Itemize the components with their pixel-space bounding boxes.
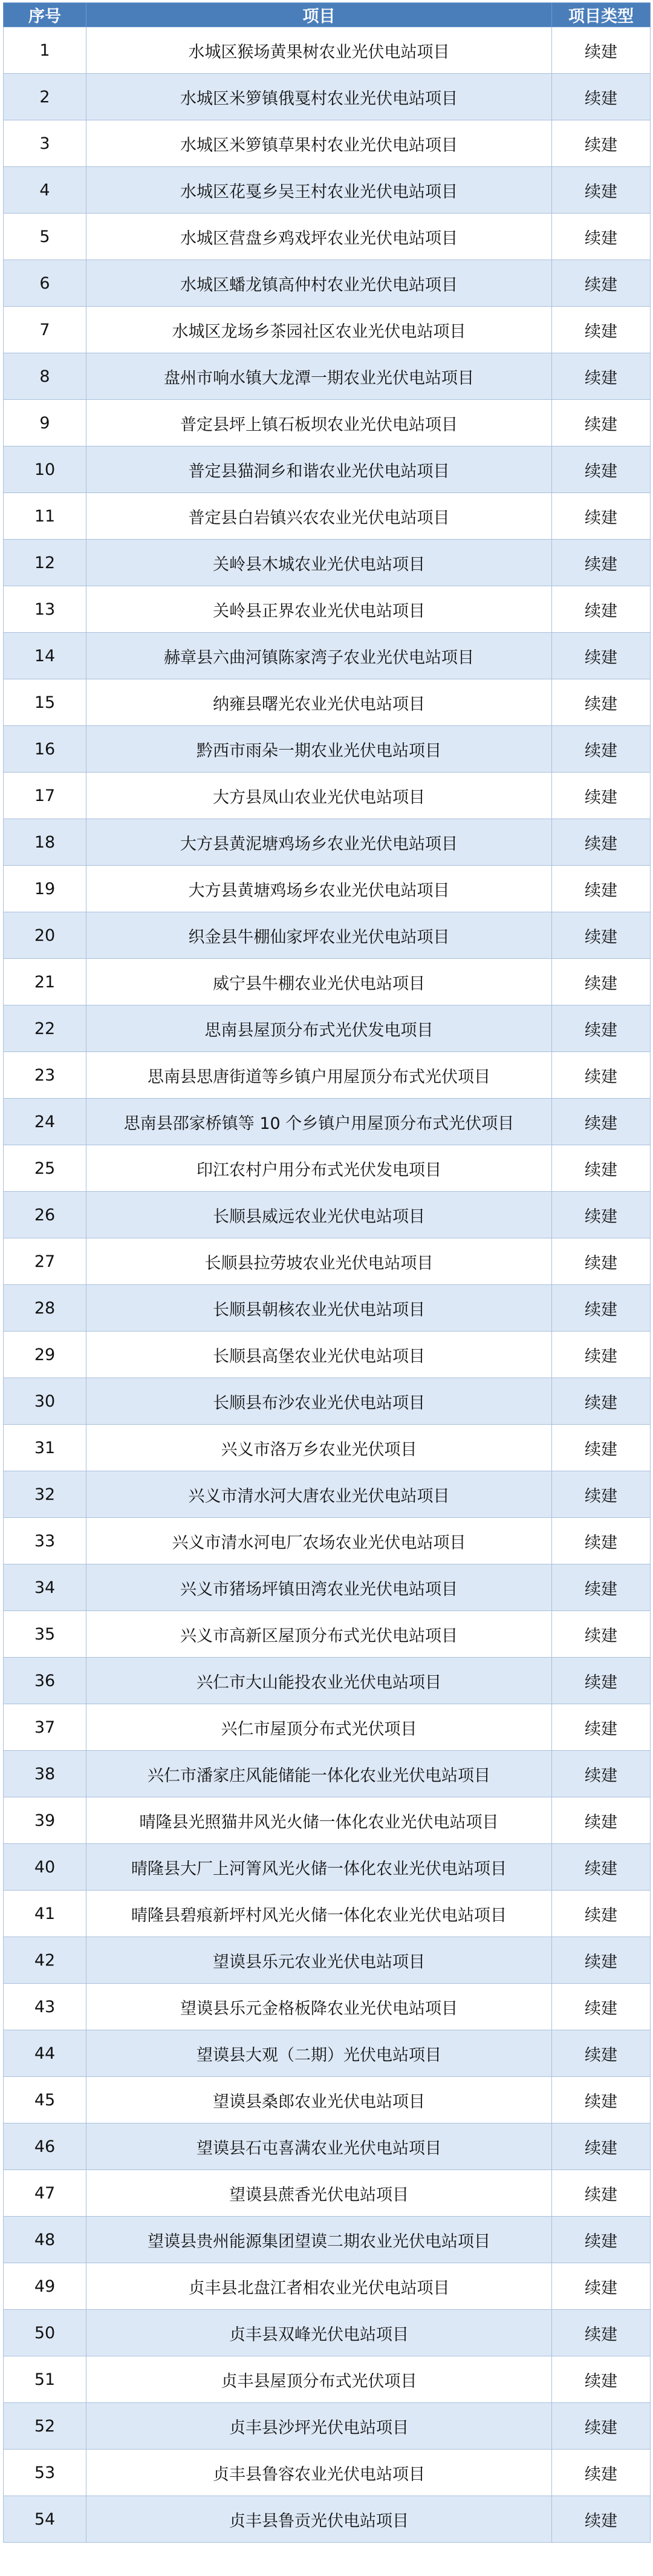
table-row: [4, 1751, 651, 1797]
row-index-cell: 28: [4, 1285, 86, 1332]
row-index-cell: 38: [4, 1751, 86, 1797]
row-index-cell: 3: [4, 120, 86, 167]
row-project-cell: 望谟县贵州能源集团望谟二期农业光伏电站项目: [86, 2217, 552, 2263]
row-type-cell: 续建: [552, 1285, 651, 1332]
row-type-cell: 续建: [552, 493, 651, 540]
row-project-cell: 水城区猴场黄果树农业光伏电站项目: [86, 27, 552, 74]
row-project-cell: 长顺县威远农业光伏电站项目: [86, 1192, 552, 1238]
table-row: [4, 912, 651, 959]
row-index-cell: 10: [4, 446, 86, 493]
row-project-cell: 织金县牛棚仙家坪农业光伏电站项目: [86, 912, 552, 959]
row-project-cell: 威宁县牛棚农业光伏电站项目: [86, 959, 552, 1005]
row-index-cell: 33: [4, 1518, 86, 1564]
row-type-cell: 续建: [552, 446, 651, 493]
row-type-cell: 续建: [552, 866, 651, 912]
table-row: [4, 214, 651, 260]
table-row: [4, 1332, 651, 1378]
row-type-cell: 续建: [552, 1844, 651, 1891]
row-type-cell: 续建: [552, 214, 651, 260]
row-project-cell: 赫章县六曲河镇陈家湾子农业光伏电站项目: [86, 633, 552, 679]
row-type-cell: 续建: [552, 2077, 651, 2123]
row-project-cell: 晴隆县大厂上河箐风光火储一体化农业光伏电站项目: [86, 1844, 552, 1891]
row-index-cell: 30: [4, 1378, 86, 1425]
row-type-cell: 续建: [552, 27, 651, 74]
row-type-cell: 续建: [552, 912, 651, 959]
row-type-cell: 续建: [552, 1471, 651, 1518]
row-index-cell: 1: [4, 27, 86, 74]
table-row: [4, 307, 651, 353]
table-row: [4, 1238, 651, 1285]
row-project-cell: 普定县白岩镇兴农农业光伏电站项目: [86, 493, 552, 540]
table-row: [4, 959, 651, 1005]
table-row: [4, 773, 651, 819]
row-type-cell: 续建: [552, 633, 651, 679]
row-type-cell: 续建: [552, 1937, 651, 1984]
row-index-cell: 36: [4, 1658, 86, 1704]
row-index-cell: 7: [4, 307, 86, 353]
row-index-cell: 26: [4, 1192, 86, 1238]
table-row: [4, 633, 651, 679]
row-type-cell: 续建: [552, 726, 651, 773]
project-table-container: [3, 2, 650, 2571]
table-row: [4, 2077, 651, 2123]
row-type-cell: 续建: [552, 2356, 651, 2403]
row-type-cell: 续建: [552, 1518, 651, 1564]
row-type-cell: 续建: [552, 1658, 651, 1704]
row-type-cell: 续建: [552, 1052, 651, 1099]
row-type-cell: 续建: [552, 1797, 651, 1844]
row-index-cell: 16: [4, 726, 86, 773]
row-type-cell: 续建: [552, 1378, 651, 1425]
row-project-cell: 兴义市高新区屋顶分布式光伏电站项目: [86, 1611, 552, 1658]
table-row: [4, 1099, 651, 1145]
table-row: [4, 446, 651, 493]
row-index-cell: 4: [4, 167, 86, 214]
row-index-cell: 24: [4, 1099, 86, 1145]
row-index-cell: 2: [4, 74, 86, 120]
table-body: [4, 27, 651, 2543]
row-index-cell: 47: [4, 2170, 86, 2217]
row-index-cell: 29: [4, 1332, 86, 1378]
row-project-cell: 贞丰县鲁贡光伏电站项目: [86, 2496, 552, 2543]
row-type-cell: 续建: [552, 1984, 651, 2030]
row-project-cell: 水城区花戛乡吴王村农业光伏电站项目: [86, 167, 552, 214]
row-index-cell: 34: [4, 1564, 86, 1611]
row-project-cell: 思南县思唐街道等乡镇户用屋顶分布式光伏项目: [86, 1052, 552, 1099]
row-project-cell: 大方县黄塘鸡场乡农业光伏电站项目: [86, 866, 552, 912]
row-type-cell: 续建: [552, 120, 651, 167]
row-index-cell: 35: [4, 1611, 86, 1658]
row-project-cell: 兴义市清水河大唐农业光伏电站项目: [86, 1471, 552, 1518]
row-project-cell: 普定县猫洞乡和谐农业光伏电站项目: [86, 446, 552, 493]
table-row: [4, 679, 651, 726]
row-index-cell: 25: [4, 1145, 86, 1192]
row-index-cell: 11: [4, 493, 86, 540]
row-index-cell: 21: [4, 959, 86, 1005]
row-index-cell: 6: [4, 260, 86, 307]
row-index-cell: 37: [4, 1704, 86, 1751]
table-row: [4, 540, 651, 586]
table-row: [4, 1564, 651, 1611]
row-project-cell: 望谟县桑郎农业光伏电站项目: [86, 2077, 552, 2123]
row-index-cell: 27: [4, 1238, 86, 1285]
row-project-cell: 长顺县朝核农业光伏电站项目: [86, 1285, 552, 1332]
table-row: [4, 2030, 651, 2077]
table-row: [4, 1471, 651, 1518]
row-type-cell: 续建: [552, 260, 651, 307]
row-project-cell: 贞丰县屋顶分布式光伏项目: [86, 2356, 552, 2403]
row-project-cell: 贞丰县北盘江者相农业光伏电站项目: [86, 2263, 552, 2310]
row-type-cell: 续建: [552, 2123, 651, 2170]
table-row: [4, 27, 651, 74]
row-index-cell: 48: [4, 2217, 86, 2263]
row-index-cell: 31: [4, 1425, 86, 1471]
row-index-cell: 19: [4, 866, 86, 912]
row-index-cell: 20: [4, 912, 86, 959]
row-type-cell: 续建: [552, 1564, 651, 1611]
row-type-cell: 续建: [552, 679, 651, 726]
row-type-cell: 续建: [552, 2450, 651, 2496]
row-type-cell: 续建: [552, 167, 651, 214]
row-index-cell: 51: [4, 2356, 86, 2403]
row-project-cell: 兴义市猪场坪镇田湾农业光伏电站项目: [86, 1564, 552, 1611]
row-index-cell: 12: [4, 540, 86, 586]
table-row: [4, 819, 651, 866]
table-row: [4, 120, 651, 167]
row-project-cell: 水城区米箩镇草果村农业光伏电站项目: [86, 120, 552, 167]
table-row: [4, 1052, 651, 1099]
row-type-cell: 续建: [552, 819, 651, 866]
table-row: [4, 2123, 651, 2170]
row-project-cell: 长顺县拉劳坡农业光伏电站项目: [86, 1238, 552, 1285]
table-row: [4, 1937, 651, 1984]
row-index-cell: 15: [4, 679, 86, 726]
row-project-cell: 水城区龙场乡茶园社区农业光伏电站项目: [86, 307, 552, 353]
row-index-cell: 18: [4, 819, 86, 866]
row-type-cell: 续建: [552, 1751, 651, 1797]
table-row: [4, 726, 651, 773]
row-index-cell: 53: [4, 2450, 86, 2496]
row-project-cell: 晴隆县光照猫井风光火储一体化农业光伏电站项目: [86, 1797, 552, 1844]
row-project-cell: 兴仁市屋顶分布式光伏项目: [86, 1704, 552, 1751]
row-project-cell: 长顺县高堡农业光伏电站项目: [86, 1332, 552, 1378]
row-project-cell: 长顺县布沙农业光伏电站项目: [86, 1378, 552, 1425]
row-index-cell: 13: [4, 586, 86, 633]
row-project-cell: 水城区米箩镇俄戛村农业光伏电站项目: [86, 74, 552, 120]
row-index-cell: 5: [4, 214, 86, 260]
row-type-cell: 续建: [552, 540, 651, 586]
table-row: [4, 2170, 651, 2217]
row-type-cell: 续建: [552, 1005, 651, 1052]
table-row: [4, 493, 651, 540]
row-type-cell: 续建: [552, 2403, 651, 2450]
row-project-cell: 兴义市洛万乡农业光伏项目: [86, 1425, 552, 1471]
row-project-cell: 盘州市响水镇大龙潭一期农业光伏电站项目: [86, 353, 552, 400]
table-row: [4, 2310, 651, 2356]
row-type-cell: 续建: [552, 773, 651, 819]
row-project-cell: 望谟县蔗香光伏电站项目: [86, 2170, 552, 2217]
row-project-cell: 贞丰县双峰光伏电站项目: [86, 2310, 552, 2356]
row-project-cell: 望谟县石屯喜满农业光伏电站项目: [86, 2123, 552, 2170]
table-row: [4, 1891, 651, 1937]
table-row: [4, 2356, 651, 2403]
row-project-cell: 望谟县乐元金格板降农业光伏电站项目: [86, 1984, 552, 2030]
row-project-cell: 思南县邵家桥镇等 10 个乡镇户用屋顶分布式光伏项目: [86, 1099, 552, 1145]
table-row: [4, 74, 651, 120]
row-type-cell: 续建: [552, 1611, 651, 1658]
row-project-cell: 关岭县木城农业光伏电站项目: [86, 540, 552, 586]
row-index-cell: 23: [4, 1052, 86, 1099]
row-type-cell: 续建: [552, 353, 651, 400]
row-type-cell: 续建: [552, 2496, 651, 2543]
header-project: 项目: [86, 3, 552, 27]
table-row: [4, 400, 651, 446]
row-index-cell: 39: [4, 1797, 86, 1844]
table-row: [4, 1192, 651, 1238]
row-type-cell: 续建: [552, 307, 651, 353]
row-index-cell: 43: [4, 1984, 86, 2030]
row-project-cell: 晴隆县碧痕新坪村风光火储一体化农业光伏电站项目: [86, 1891, 552, 1937]
table-row: [4, 1844, 651, 1891]
table-row: [4, 1797, 651, 1844]
table-row: [4, 260, 651, 307]
table-row: [4, 1425, 651, 1471]
row-index-cell: 54: [4, 2496, 86, 2543]
table-row: [4, 353, 651, 400]
header-type: 项目类型: [552, 3, 651, 27]
row-index-cell: 49: [4, 2263, 86, 2310]
table-row: [4, 1518, 651, 1564]
row-type-cell: 续建: [552, 1891, 651, 1937]
row-index-cell: 45: [4, 2077, 86, 2123]
row-type-cell: 续建: [552, 1332, 651, 1378]
row-project-cell: 思南县屋顶分布式光伏发电项目: [86, 1005, 552, 1052]
row-type-cell: 续建: [552, 1704, 651, 1751]
row-type-cell: 续建: [552, 2263, 651, 2310]
row-index-cell: 52: [4, 2403, 86, 2450]
table-row: [4, 1378, 651, 1425]
row-type-cell: 续建: [552, 1425, 651, 1471]
row-index-cell: 50: [4, 2310, 86, 2356]
project-table: [3, 2, 651, 2543]
table-header: [4, 3, 651, 27]
row-index-cell: 22: [4, 1005, 86, 1052]
row-type-cell: 续建: [552, 1192, 651, 1238]
row-project-cell: 望谟县乐元农业光伏电站项目: [86, 1937, 552, 1984]
table-row: [4, 1658, 651, 1704]
row-type-cell: 续建: [552, 2310, 651, 2356]
row-index-cell: 32: [4, 1471, 86, 1518]
table-row: [4, 866, 651, 912]
row-project-cell: 贞丰县沙坪光伏电站项目: [86, 2403, 552, 2450]
row-type-cell: 续建: [552, 959, 651, 1005]
row-project-cell: 兴仁市潘家庄风能储能一体化农业光伏电站项目: [86, 1751, 552, 1797]
table-row: [4, 586, 651, 633]
row-project-cell: 印江农村户用分布式光伏发电项目: [86, 1145, 552, 1192]
row-project-cell: 关岭县正界农业光伏电站项目: [86, 586, 552, 633]
row-index-cell: 8: [4, 353, 86, 400]
table-row: [4, 1145, 651, 1192]
row-project-cell: 望谟县大观（二期）光伏电站项目: [86, 2030, 552, 2077]
row-project-cell: 大方县黄泥塘鸡场乡农业光伏电站项目: [86, 819, 552, 866]
table-row: [4, 1704, 651, 1751]
table-row: [4, 167, 651, 214]
row-index-cell: 9: [4, 400, 86, 446]
row-type-cell: 续建: [552, 400, 651, 446]
row-index-cell: 42: [4, 1937, 86, 1984]
row-project-cell: 兴仁市大山能投农业光伏电站项目: [86, 1658, 552, 1704]
table-row: [4, 2450, 651, 2496]
row-index-cell: 17: [4, 773, 86, 819]
row-project-cell: 黔西市雨朵一期农业光伏电站项目: [86, 726, 552, 773]
row-index-cell: 14: [4, 633, 86, 679]
table-row: [4, 1285, 651, 1332]
row-type-cell: 续建: [552, 2170, 651, 2217]
table-row: [4, 2263, 651, 2310]
row-index-cell: 41: [4, 1891, 86, 1937]
row-index-cell: 46: [4, 2123, 86, 2170]
table-row: [4, 2217, 651, 2263]
row-project-cell: 水城区营盘乡鸡戏坪农业光伏电站项目: [86, 214, 552, 260]
row-type-cell: 续建: [552, 586, 651, 633]
table-row: [4, 1984, 651, 2030]
row-project-cell: 兴义市清水河电厂农场农业光伏电站项目: [86, 1518, 552, 1564]
row-project-cell: 大方县凤山农业光伏电站项目: [86, 773, 552, 819]
row-type-cell: 续建: [552, 1099, 651, 1145]
table-row: [4, 1611, 651, 1658]
header-index: 序号: [4, 3, 86, 27]
row-project-cell: 纳雍县曙光农业光伏电站项目: [86, 679, 552, 726]
table-row: [4, 2496, 651, 2543]
header-row: [4, 3, 651, 27]
row-type-cell: 续建: [552, 2030, 651, 2077]
table-row: [4, 2403, 651, 2450]
row-project-cell: 水城区蟠龙镇高仲村农业光伏电站项目: [86, 260, 552, 307]
row-index-cell: 44: [4, 2030, 86, 2077]
row-type-cell: 续建: [552, 1145, 651, 1192]
row-project-cell: 贞丰县鲁容农业光伏电站项目: [86, 2450, 552, 2496]
row-type-cell: 续建: [552, 1238, 651, 1285]
row-type-cell: 续建: [552, 2217, 651, 2263]
row-project-cell: 普定县坪上镇石板坝农业光伏电站项目: [86, 400, 552, 446]
row-type-cell: 续建: [552, 74, 651, 120]
row-index-cell: 40: [4, 1844, 86, 1891]
table-row: [4, 1005, 651, 1052]
